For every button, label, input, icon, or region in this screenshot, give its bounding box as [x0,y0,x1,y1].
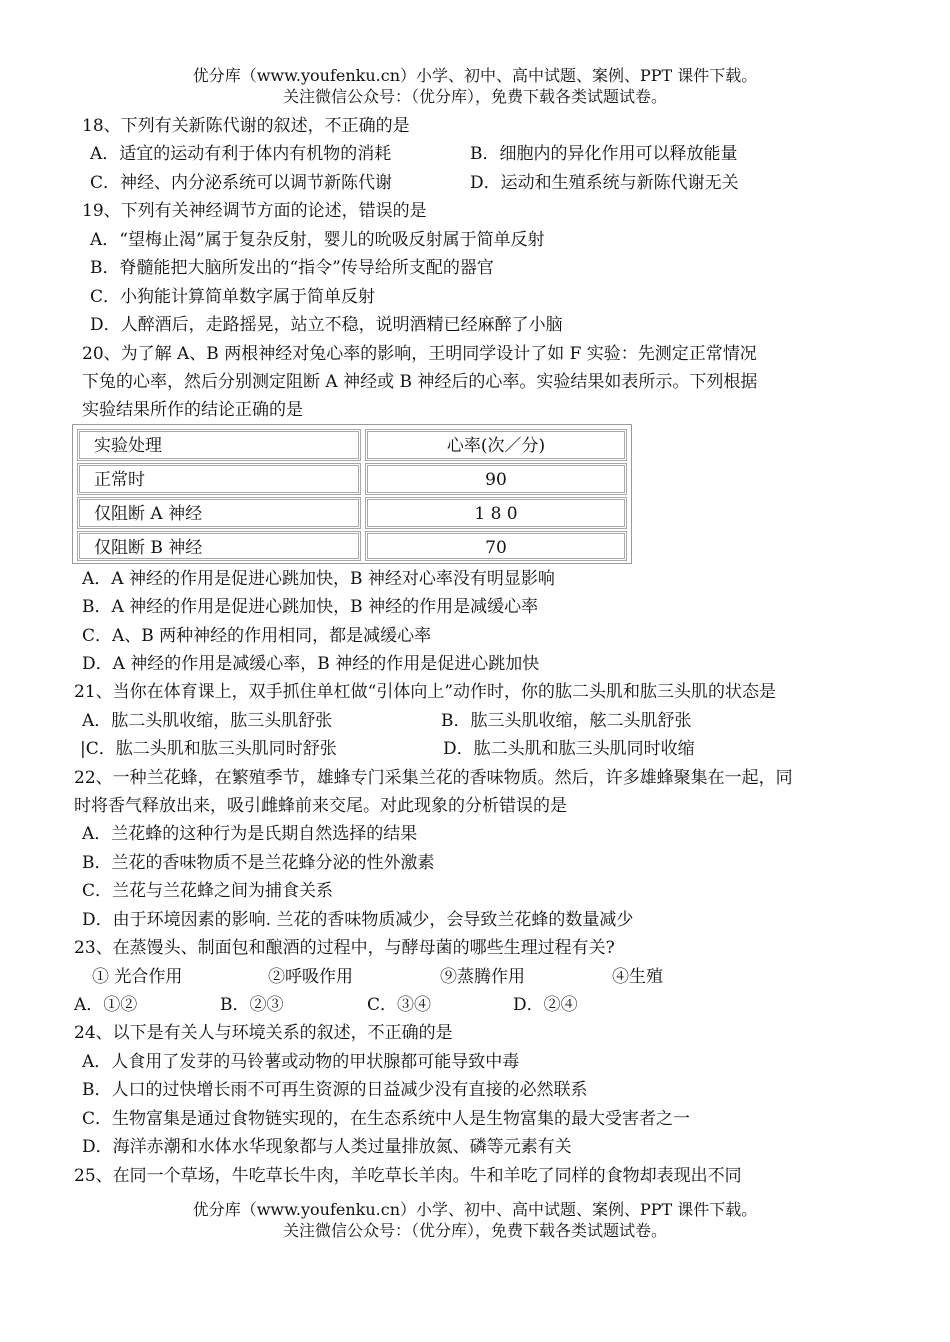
q24-option-b: B．人口的过快增长雨不可再生资源的日益减少没有直接的必然联系 [82,1080,588,1100]
q19-option-a: A．“望梅止渴”属于复杂反射，婴儿的吮吸反射属于简单反射 [90,230,545,250]
q19-option-b: B．脊髓能把大脑所发出的“指令”传导给所支配的器官 [90,258,494,278]
q22-option-c: C．兰花与兰花蜂之间为捕食关系 [82,881,334,901]
q21-stem: 21、当你在体育课上，双手抓住单杠做“引体向上”动作时，你的肱二头肌和肱三头肌的状态是 [74,682,777,702]
q19-option-c: C．小狗能计算简单数字属于简单反射 [90,287,376,307]
q23-option-d: D．②④ [513,995,578,1015]
q21-option-b: B．肱三头肌收缩，舷二头肌舒张 [441,711,692,731]
q20-results-table [72,424,632,564]
q22-option-a: A．兰花蜂的这种行为是氏期自然选择的结果 [82,824,418,844]
q23-stem: 23、在蒸馒头、制面包和酿酒的过程中，与酵母菌的哪些生理过程有关? [74,938,615,958]
q22-option-d: D．由于环境因素的影响. 兰花的香味物质减少，会导致兰花蜂的数量减少 [82,910,634,930]
q23-option-b: B．②③ [220,995,284,1015]
q18-option-c: C．神经、内分泌系统可以调节新陈代谢 [90,173,393,193]
q20-option-b: B．A 神经的作用是促进心跳加快，B 神经的作用是减缓心率 [82,597,539,617]
q23-item-4: ④生殖 [612,967,663,987]
q20-option-d: D．A 神经的作用是减缓心率，B 神经的作用是促进心跳加快 [82,654,540,674]
q21-option-d: D．肱二头肌和肱三头肌同时收缩 [443,739,695,759]
q20-option-c: C．A、B 两种神经的作用相同，都是减缓心率 [82,626,432,646]
table-header-treatment: 实验处理 [77,429,361,461]
footer-line-1: 优分库（www.youfenku.cn）小学、初中、高中试题、案例、PPT 课件下载。 [192,1200,758,1219]
table-cell-heart-rate: 90 [365,463,627,495]
q18-option-b: B．细胞内的异化作用可以释放能量 [470,144,738,164]
q23-option-a: A．①② [74,995,138,1015]
table-header-heart-rate: 心率(次／分) [365,429,627,461]
q20-stem-line-3: 实验结果所作的结论正确的是 [82,400,303,420]
q23-item-1: ① 光合作用 [92,967,183,987]
q23-item-3: ⑨蒸腾作用 [440,967,525,987]
q19-stem: 19、下列有关神经调节方面的论述，错误的是 [82,201,427,221]
q19-option-d: D．人醉酒后，走路摇晃，站立不稳，说明酒精已经麻醉了小脑 [90,315,563,335]
q21-option-a: A．肱二头肌收缩，肱三头肌舒张 [82,711,333,731]
q22-option-b: B．兰花的香味物质不是兰花蜂分泌的性外激素 [82,853,435,873]
header-line-2: 关注微信公众号：（优分库），免费下载各类试题试卷。 [282,87,667,106]
q21-option-c: |C．肱二头肌和肱三头肌同时舒张 [80,739,337,759]
table-cell-heart-rate: 1 8 0 [365,497,627,529]
q18-stem: 18、下列有关新陈代谢的叙述，不正确的是 [82,116,410,136]
q20-option-a: A．A 神经的作用是促进心跳加快，B 神经对心率没有明显影响 [82,569,555,589]
q20-stem-line-1: 20、为了解 A、B 两根神经对兔心率的影响，王明同学设计了如 F 实验：先测定正常情况 [82,344,757,364]
table-cell-treatment: 正常时 [77,463,361,495]
table-cell-heart-rate: 70 [365,531,627,561]
table-cell-treatment: 仅阻断 B 神经 [77,531,361,561]
q18-option-a: A．适宜的运动有利于体内有机物的消耗 [90,144,392,164]
q24-stem: 24、以下是有关人与环境关系的叙述，不正确的是 [74,1023,453,1043]
q24-option-c: C．生物富集是通过食物链实现的，在生态系统中人是生物富集的最大受害者之一 [82,1109,691,1129]
header-line-1: 优分库（www.youfenku.cn）小学、初中、高中试题、案例、PPT 课件下载。 [192,66,758,85]
q20-stem-line-2: 下兔的心率，然后分别测定阻断 A 神经或 B 神经后的心率。实验结果如表所示。下列根据 [82,372,758,392]
q23-item-2: ②呼吸作用 [268,967,353,987]
q22-stem-line-1: 22、一种兰花蜂，在繁殖季节，雄蜂专门采集兰花的香味物质。然后，许多雄蜂聚集在一起，同 [74,768,793,788]
q25-stem: 25、在同一个草场，牛吃草长牛肉，羊吃草长羊肉。牛和羊吃了同样的食物却表现出不同 [74,1166,742,1186]
q22-stem-line-2: 时将香气释放出来，吸引雌蜂前来交尾。对此现象的分析错误的是 [74,796,567,816]
q18-option-d: D．运动和生殖系统与新陈代谢无关 [470,173,739,193]
table-cell-treatment: 仅阻断 A 神经 [77,497,361,529]
q24-option-a: A．人食用了发芽的马铃薯或动物的甲状腺都可能导致中毒 [82,1052,520,1072]
q23-option-c: C．③④ [367,995,432,1015]
footer-line-2: 关注微信公众号：（优分库），免费下载各类试题试卷。 [282,1221,667,1240]
q24-option-d: D．海洋赤潮和水体水华现象都与人类过量排放氮、磷等元素有关 [82,1137,572,1157]
